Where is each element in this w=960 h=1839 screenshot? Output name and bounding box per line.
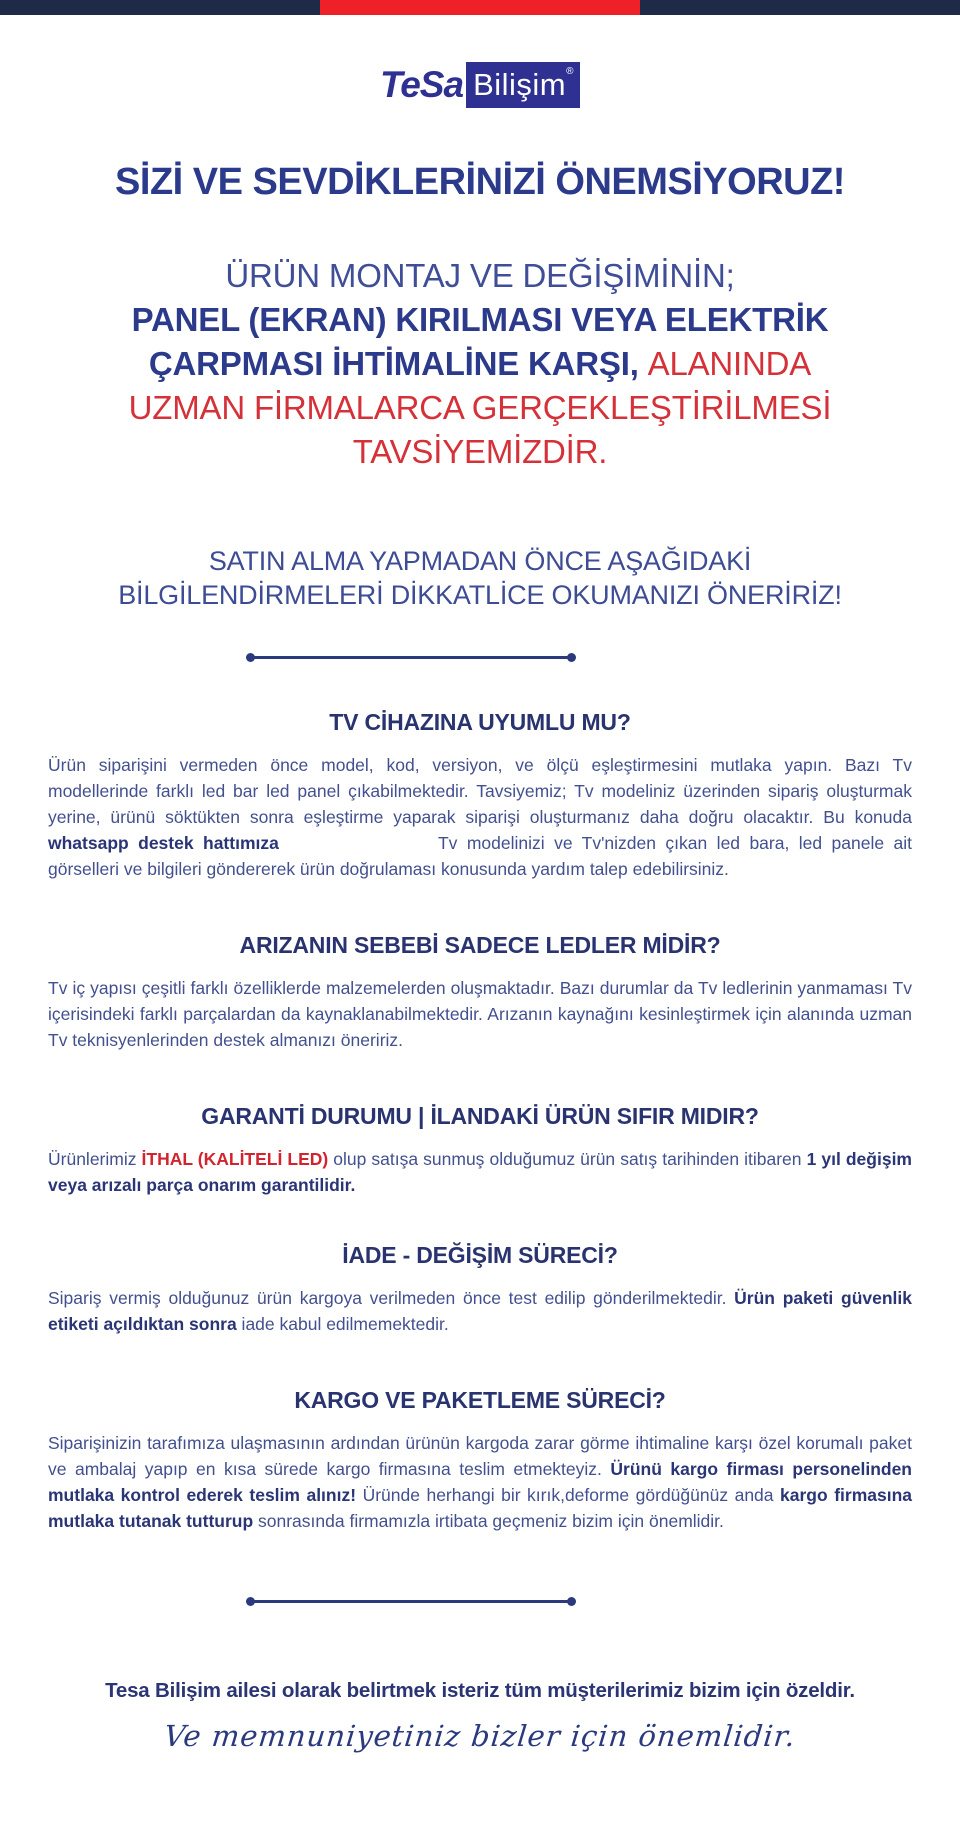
- redacted-gap: [279, 848, 429, 849]
- body-text: Ürün siparişini vermeden önce model, kod, versiyon, ve ölçü eşleştirmesini mutlaka yapın. Bazı Tv modellerinde farklı led bar led panel çıkabilmektedir. Tavsiyemiz; Tv modeliniz üzerinden sipariş oluşturmak yerine, ürünü söktükten sonra eşleştirme yaparak siparişi oluşturmanız daha doğru olacaktır. Bu konuda: [48, 755, 912, 827]
- body-text-bold: kargo firmasına mutlaka tutanak tutturup: [48, 1485, 913, 1531]
- divider-line: [250, 656, 572, 659]
- section-tv-compatibility: [0, 709, 960, 882]
- section-fault-cause: [0, 932, 960, 1053]
- body-text: olup satışa sunmuş olduğumuz ürün satış tarihinden itibaren: [328, 1149, 807, 1169]
- body-text-red-bold: İTHAL (KALİTELİ LED): [141, 1149, 329, 1169]
- body-text: Üründe herhangi bir kırık,deforme gördüğünüz anda: [356, 1485, 781, 1505]
- section-heading: ARIZANIN SEBEBİ SADECE LEDLER MİDİR?: [239, 932, 721, 958]
- intro-statement: [0, 254, 960, 474]
- section-shipping: [0, 1387, 960, 1534]
- brand-logo: [0, 0, 960, 108]
- top-accent-bar: [0, 0, 960, 15]
- footer-headline: Tesa Bilişim ailesi olarak belirtmek isteriz tüm müşterilerimiz bizim için özeldir.: [105, 1679, 855, 1702]
- footer-script-note: Ve memnuniyetiniz bizler için önemlidir.: [162, 1719, 798, 1753]
- body-text: Sipariş vermiş olduğunuz ürün kargoya verilmeden önce test edilip gönderilmektedir.: [48, 1288, 735, 1308]
- intro-line-3-navy: ÇARPMASI İHTİMALİNE KARŞI,: [148, 345, 648, 382]
- section-body: [48, 1146, 912, 1198]
- intro-line-2: PANEL (EKRAN) KIRILMASI VEYA ELEKTRİK: [131, 301, 829, 338]
- body-text-bold: Ürün paketi güvenlik etiketi açıldıktan sonra: [48, 1288, 912, 1334]
- logo-tesa-text: TeSa: [380, 64, 464, 105]
- notice-line-1: SATIN ALMA YAPMADAN ÖNCE AŞAĞIDAKİ: [208, 546, 752, 576]
- page-title: SİZİ VE SEVDİKLERİNİZİ ÖNEMSİYORUZ!: [115, 161, 845, 203]
- top-accent-bar-red-segment: [320, 0, 640, 15]
- body-text-bold: whatsapp destek hattımıza: [48, 833, 279, 853]
- section-heading: TV CİHAZINA UYUMLU MU?: [329, 709, 631, 735]
- intro-line-4: UZMAN FİRMALARCA GERÇEKLEŞTİRİLMESİ: [128, 389, 832, 426]
- section-warranty: [0, 1103, 960, 1198]
- notice-line-2: BİLGİLENDİRMELERİ DİKKATLİCE OKUMANIZI ÖNERİRİZ!: [118, 580, 842, 610]
- section-body: [48, 752, 912, 882]
- registered-trademark-mark: ®: [566, 66, 574, 77]
- logo-bilisim-text: Bilişim: [473, 67, 567, 102]
- divider-line: [250, 1600, 572, 1603]
- body-text-bold: 1 yıl değişim veya arızalı parça onarım garantilidir.: [48, 1149, 912, 1195]
- intro-line-3-red: ALANINDA: [647, 345, 812, 382]
- section-heading: İADE - DEĞİŞİM SÜRECİ?: [342, 1242, 618, 1268]
- body-text: Ürünlerimiz: [48, 1149, 142, 1169]
- body-text: Tv modelinizi ve Tv'nizden çıkan led bara, led panele ait görselleri ve bilgileri göndererek ürün doğrulaması konusunda yardım talep edebilirsiniz.: [48, 833, 912, 879]
- intro-line-5: TAVSİYEMİZDİR.: [352, 433, 608, 470]
- intro-line-1: ÜRÜN MONTAJ VE DEĞİŞİMİNİN;: [225, 257, 735, 294]
- body-text: iade kabul edilmemektedir.: [236, 1314, 449, 1334]
- body-text: Siparişinizin tarafımıza ulaşmasının ardından ürünün kargoda zarar görme ihtimaline karşı özel korumalı paket ve ambalaj yapıp en kısa sürede kargo firmasına teslim etmekteyiz.: [48, 1433, 912, 1479]
- section-body: [48, 1285, 912, 1337]
- section-heading: KARGO VE PAKETLEME SÜRECİ?: [294, 1387, 666, 1413]
- section-body: [48, 975, 912, 1053]
- section-body: [48, 1430, 912, 1534]
- logo-bilisim-box: [466, 62, 580, 108]
- body-text: Tv iç yapısı çeşitli farklı özelliklerde malzemelerden oluşmaktadır. Bazı durumlar da Tv ledlerinin yanmaması Tv içerisindeki farklı parçalardan da kaynaklanabilmektedir. Arızanın kaynağını kesinleştirmek için alanında uzman Tv teknisyenlerinden destek almanızı öneririz.: [48, 978, 912, 1050]
- body-text-bold: Ürünü kargo firması personelinden mutlaka kontrol ederek teslim alınız!: [48, 1459, 912, 1505]
- pre-purchase-notice: [0, 544, 960, 612]
- body-text: sonrasında firmamızla irtibata geçmeniz bizim için önemlidir.: [253, 1511, 724, 1531]
- section-heading: GARANTİ DURUMU | İLANDAKİ ÜRÜN SIFIR MIDIR?: [201, 1103, 759, 1129]
- section-returns: [0, 1242, 960, 1337]
